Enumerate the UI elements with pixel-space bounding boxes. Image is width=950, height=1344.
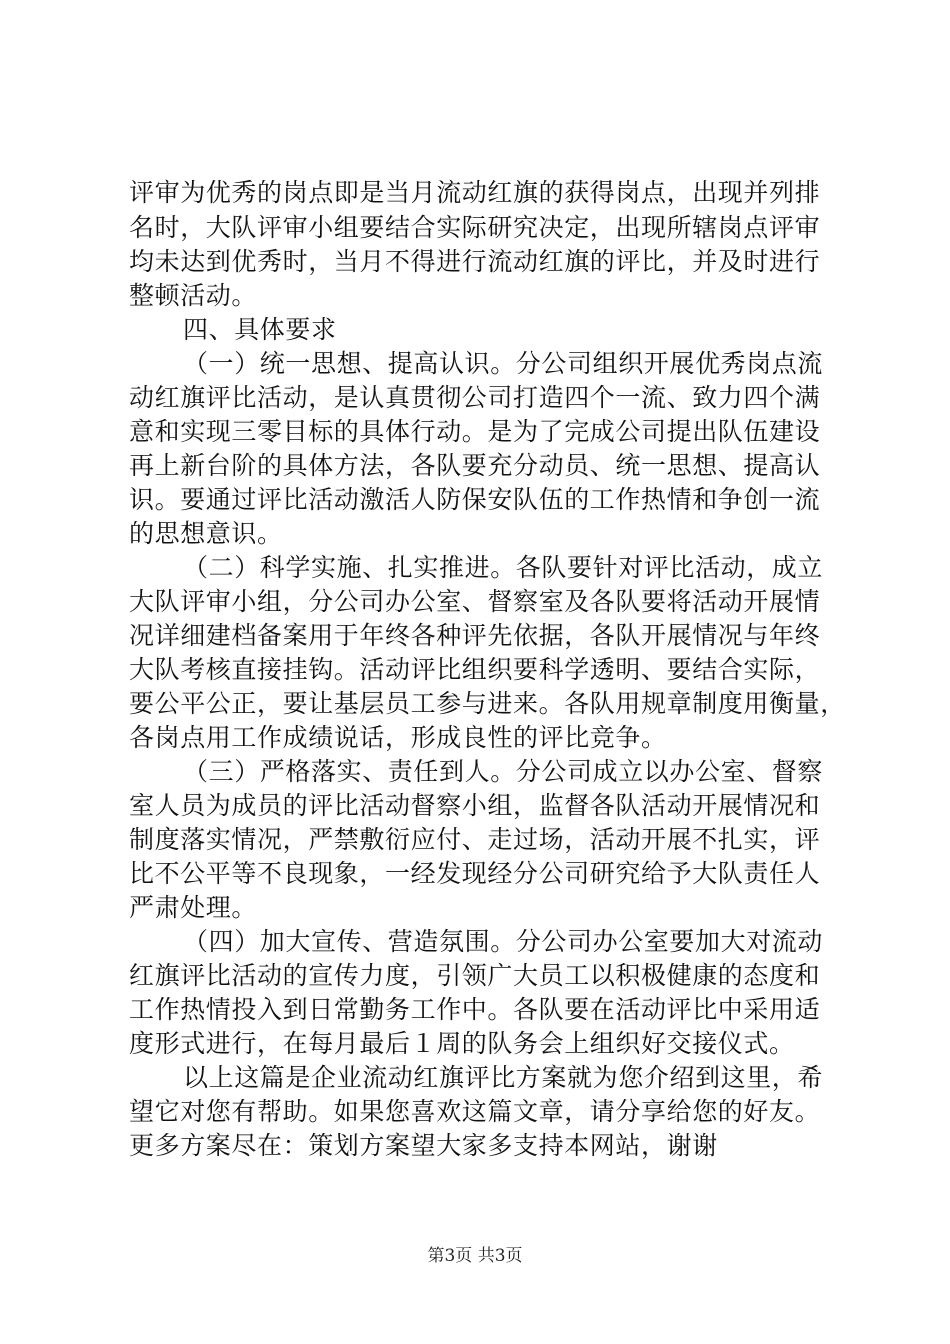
text-line: 室人员为成员的评比活动督察小组，监督各队活动开展情况和 [129, 791, 821, 820]
text-line: 评审为优秀的岗点即是当月流动红旗的获得岗点，出现并列排 [129, 178, 821, 207]
text-line: 要公平公正，要让基层员工参与进来。各队用规章制度用衡量， [129, 689, 846, 718]
text-line: 度形式进行，在每月最后１周的队务会上组织好交接仪式。 [129, 1029, 795, 1058]
text-line: 更多方案尽在：策划方案望大家多支持本网站，谢谢 [129, 1131, 718, 1160]
text-line: （三）严格落实、责任到人。分公司成立以办公室、督察 [183, 757, 824, 786]
section-heading: 四、具体要求 [183, 315, 337, 344]
text-line: （二）科学实施、扎实推进。各队要针对评比活动，成立 [183, 553, 824, 582]
text-line: 制度落实情况，严禁敷衍应付、走过场，活动开展不扎实，评 [129, 825, 821, 854]
text-line: 的思想意识。 [129, 519, 283, 548]
text-line: 各岗点用工作成绩说话，形成良性的评比竞争。 [129, 723, 667, 752]
text-line: 大队考核直接挂钩。活动评比组织要科学透明、要结合实际， [129, 655, 821, 684]
text-line: （四）加大宣传、营造氛围。分公司办公室要加大对流动 [183, 927, 824, 956]
page-footer: 第3页 共3页 [427, 1246, 523, 1266]
text-line: （一）统一思想、提高认识。分公司组织开展优秀岗点流 [183, 349, 824, 378]
text-line: 意和实现三零目标的具体行动。是为了完成公司提出队伍建设 [129, 417, 821, 446]
text-line: 均未达到优秀时，当月不得进行流动红旗的评比，并及时进行 [129, 247, 821, 276]
text-line: 识。要通过评比活动激活人防保安队伍的工作热情和争创一流 [129, 485, 821, 514]
text-line: 大队评审小组，分公司办公室、督察室及各队要将活动开展情 [129, 587, 821, 616]
text-line: 以上这篇是企业流动红旗评比方案就为您介绍到这里，希 [183, 1063, 824, 1092]
text-line: 名时，大队评审小组要结合实际研究决定，出现所辖岗点评审 [129, 213, 821, 242]
text-line: 严肃处理。 [129, 893, 258, 922]
text-line: 比不公平等不良现象，一经发现经分公司研究给予大队责任人 [129, 859, 821, 888]
text-line: 况详细建档备案用于年终各种评先依据，各队开展情况与年终 [129, 621, 821, 650]
text-line: 整顿活动。 [129, 281, 258, 310]
text-line: 工作热情投入到日常勤务工作中。各队要在活动评比中采用适 [129, 995, 821, 1024]
text-line: 红旗评比活动的宣传力度，引领广大员工以积极健康的态度和 [129, 961, 821, 990]
text-line: 动红旗评比活动，是认真贯彻公司打造四个一流、致力四个满 [129, 383, 821, 412]
text-line: 再上新台阶的具体方法，各队要充分动员、统一思想、提高认 [129, 451, 821, 480]
text-line: 望它对您有帮助。如果您喜欢这篇文章，请分享给您的好友。 [129, 1097, 821, 1126]
